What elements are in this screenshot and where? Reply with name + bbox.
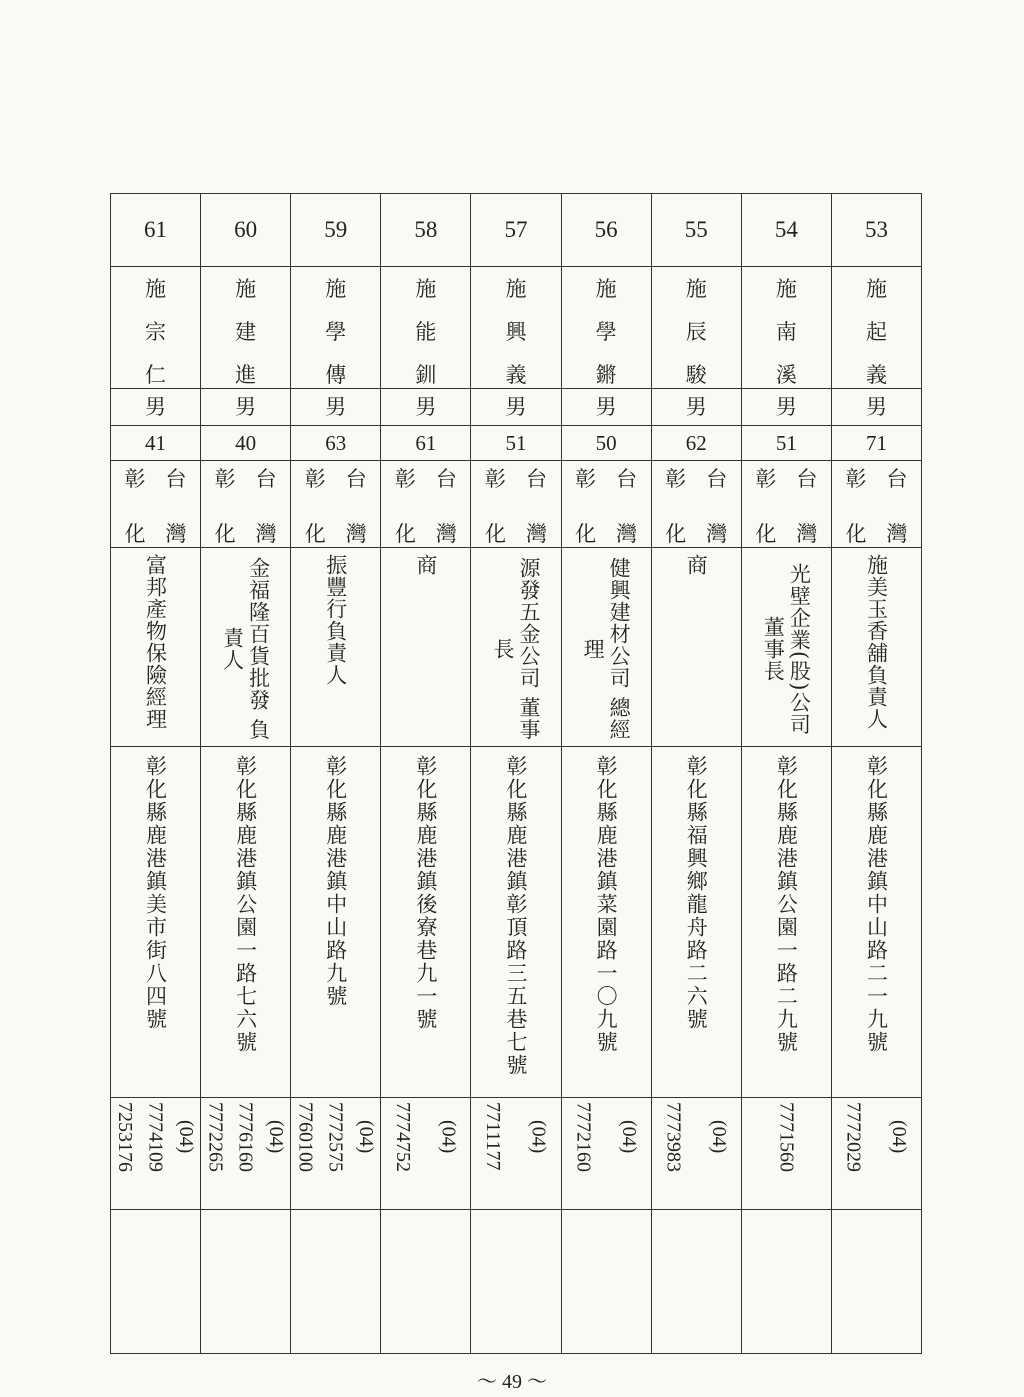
native-region [616,469,637,545]
native-char: 台 [525,467,547,491]
person-name [111,267,200,386]
entry-number: 53 [864,217,888,242]
name-char: 溪 [775,363,797,387]
entry-number: 59 [324,217,348,242]
occupation-cell [381,548,471,747]
address-cell [201,747,291,1098]
name-char: 施 [775,277,797,301]
sex-value: 男 [505,395,527,419]
native-place [832,461,921,545]
remarks-cell [381,1210,471,1354]
address-cell [741,747,831,1098]
name-char: 進 [235,363,257,387]
native-char: 灣 [706,522,728,546]
name-cell [471,267,561,389]
native-char: 台 [255,467,277,491]
entry-number: 58 [414,217,438,242]
telephone-group [111,1098,200,1172]
address-cell [831,747,921,1098]
name-cell [831,267,921,389]
entry-number: 60 [234,217,258,242]
native-place-cell [741,461,831,548]
age-value: 50 [595,431,617,455]
telephone-number: (04) [174,1120,197,1154]
number-cell [291,194,381,267]
native-place-cell [561,461,651,548]
address-cell [651,747,741,1098]
age-cell [831,426,921,461]
native-char: 灣 [255,522,277,546]
sex-cell [471,389,561,426]
sex-value: 男 [865,395,887,419]
occupation: 金福隆百貨批發 負責人 [220,557,271,741]
telephone-cell [381,1098,471,1210]
address: 彰化縣鹿港鎮中山路九號 [323,755,348,1008]
name-char: 仁 [145,363,167,387]
telephone-group [381,1098,470,1172]
telephone-number: 7771560 [775,1102,798,1172]
occupation: 健興建材公司 總經理 [581,557,632,741]
native-char: 台 [345,467,367,491]
age-cell [201,426,291,461]
occupation: 源發五金公司 董事長 [490,557,541,741]
age-value: 51 [775,431,797,455]
age-cell [561,426,651,461]
native-char: 彰 [845,467,867,491]
native-place [652,461,741,545]
telephone-number: 7772575 [324,1102,347,1172]
name-char: 施 [235,277,257,301]
name-char: 施 [415,277,437,301]
native-char: 灣 [165,522,187,546]
age-value: 62 [685,431,707,455]
native-char: 台 [796,467,818,491]
age-cell [291,426,381,461]
entry-number: 56 [594,217,618,242]
sex-cell [291,389,381,426]
native-char: 化 [575,522,597,546]
native-char: 灣 [796,522,818,546]
native-char: 台 [435,467,457,491]
remarks-row [111,1210,922,1354]
remarks-cell [561,1210,651,1354]
occupation-cell [111,548,201,747]
name-char: 學 [595,320,617,344]
native-char: 化 [124,522,146,546]
name-row [111,267,922,389]
native-char: 彰 [214,467,236,491]
native-region [436,469,457,545]
name-char: 施 [865,277,887,301]
name-char: 施 [145,277,167,301]
telephone-number: 7772265 [204,1102,227,1172]
native-char: 化 [394,522,416,546]
occupation-cell [471,548,561,747]
age-value: 63 [325,431,347,455]
telephone-number: 7760100 [294,1102,317,1172]
number-cell [201,194,291,267]
telephone-group [562,1098,651,1172]
remarks-cell [741,1210,831,1354]
native-county [395,469,416,545]
name-char: 義 [865,363,887,387]
number-cell [741,194,831,267]
name-char: 施 [325,277,347,301]
native-place-cell [381,461,471,548]
occupation: 施美玉香舖負責人 [864,554,889,730]
sex-cell [381,389,471,426]
telephone-group [652,1098,741,1172]
telephone-number: 7773983 [662,1102,685,1172]
name-char: 宗 [145,320,167,344]
occupation: 商 [684,554,709,576]
remarks-cell [201,1210,291,1354]
telephone-cell [291,1098,381,1210]
address: 彰化縣鹿港鎮菜園路一〇九號 [594,755,619,1054]
native-char: 灣 [435,522,457,546]
name-char: 施 [505,277,527,301]
telephone-number: 7711177 [482,1102,505,1171]
telephone-number: (04) [437,1120,460,1154]
name-cell [651,267,741,389]
person-name [652,267,741,386]
occupation-cell [651,548,741,747]
number-cell [651,194,741,267]
native-county [665,469,686,545]
address: 彰化縣福興鄉龍舟路二六號 [684,755,709,1031]
address: 彰化縣鹿港鎮後寮巷九一號 [413,755,438,1031]
telephone-number: 7772160 [572,1102,595,1172]
age-value: 71 [865,431,887,455]
telephone-number: 7774752 [392,1102,415,1172]
sex-value: 男 [775,395,797,419]
remarks-cell [471,1210,561,1354]
address-cell [561,747,651,1098]
native-county [575,469,596,545]
native-char: 灣 [525,522,547,546]
native-region [526,469,547,545]
occupation: 商 [413,554,438,576]
address: 彰化縣鹿港鎮彰頂路三五巷七號 [503,755,528,1077]
native-region [256,469,277,545]
page-number: ～ 49 ～ [477,1371,547,1393]
native-place-cell [651,461,741,548]
native-char: 彰 [304,467,326,491]
age-value: 51 [505,431,527,455]
native-place [291,461,380,545]
sex-value: 男 [415,395,437,419]
sex-value: 男 [325,395,347,419]
address: 彰化縣鹿港鎮公園一路七六號 [233,755,258,1054]
number-cell [111,194,201,267]
telephone-cell [471,1098,561,1210]
age-cell [381,426,471,461]
native-county [125,469,146,545]
age-value: 61 [415,431,437,455]
address: 彰化縣鹿港鎮中山路二一九號 [864,755,889,1054]
native-place [562,461,651,545]
name-char: 傳 [325,363,347,387]
native-county [485,469,506,545]
name-cell [561,267,651,389]
sex-cell [201,389,291,426]
telephone-cell [111,1098,201,1210]
sex-cell [651,389,741,426]
native-char: 化 [484,522,506,546]
occupation-cell [561,548,651,747]
number-row [111,194,922,267]
name-char: 南 [775,320,797,344]
native-place-cell [831,461,921,548]
remarks-cell [111,1210,201,1354]
remarks-cell [831,1210,921,1354]
telephone-cell [561,1098,651,1210]
native-char: 化 [214,522,236,546]
name-char: 釧 [415,363,437,387]
address-cell [111,747,201,1098]
native-place-cell [201,461,291,548]
native-char: 台 [165,467,187,491]
telephone-number: (04) [355,1120,378,1154]
native-char: 化 [845,522,867,546]
telephone-group [471,1098,560,1171]
native-place [381,461,470,545]
native-region [706,469,727,545]
native-char: 台 [886,467,908,491]
name-char: 辰 [685,320,707,344]
number-cell [381,194,471,267]
age-cell [471,426,561,461]
telephone-cell [651,1098,741,1210]
telephone-group [291,1098,380,1172]
telephone-group [742,1098,831,1172]
name-char: 建 [235,320,257,344]
native-place [201,461,290,545]
name-char: 鏘 [595,363,617,387]
age-cell [741,426,831,461]
name-char: 學 [325,320,347,344]
native-char: 彰 [755,467,777,491]
native-county [845,469,866,545]
native-place-cell [111,461,201,548]
native-char: 化 [755,522,777,546]
native-county [215,469,236,545]
occupation-cell [201,548,291,747]
occupation-cell [831,548,921,747]
address-cell [471,747,561,1098]
address-cell [291,747,381,1098]
sex-cell [831,389,921,426]
native-char: 彰 [394,467,416,491]
native-char: 灣 [886,522,908,546]
telephone-cell [831,1098,921,1210]
native-char: 灣 [616,522,638,546]
name-cell [741,267,831,389]
name-char: 施 [685,277,707,301]
name-char: 義 [505,363,527,387]
age-row [111,426,922,461]
telephone-number: 7253176 [114,1102,137,1172]
telephone-group [201,1098,290,1172]
name-char: 駿 [685,363,707,387]
native-place [111,461,200,545]
telephone-number: (04) [888,1120,911,1154]
person-name [291,267,380,386]
number-cell [831,194,921,267]
native-place-cell [471,461,561,548]
native-char: 彰 [575,467,597,491]
remarks-cell [651,1210,741,1354]
occupation-cell [741,548,831,747]
telephone-number: (04) [527,1119,550,1153]
age-value: 41 [145,431,167,455]
native-region [886,469,907,545]
telephone-number: (04) [707,1120,730,1154]
native-char: 彰 [124,467,146,491]
native-county [755,469,776,545]
occupation: 富邦產物保險經理 [143,554,168,730]
native-char: 台 [706,467,728,491]
person-name [832,267,921,386]
telephone-cell [201,1098,291,1210]
native-char: 台 [616,467,638,491]
telephone-cell [741,1098,831,1210]
native-char: 彰 [484,467,506,491]
person-name [381,267,470,386]
number-cell [471,194,561,267]
sex-cell [561,389,651,426]
native-char: 灣 [345,522,367,546]
sex-cell [741,389,831,426]
entry-number: 61 [144,217,168,242]
age-value: 40 [235,431,257,455]
name-cell [381,267,471,389]
native-char: 彰 [665,467,687,491]
name-char: 興 [505,320,527,344]
number-cell [561,194,651,267]
address: 彰化縣鹿港鎮美市街八四號 [143,755,168,1031]
name-char: 起 [865,320,887,344]
native-char: 化 [665,522,687,546]
name-cell [291,267,381,389]
name-char: 施 [595,277,617,301]
telephone-number: 7776160 [234,1102,257,1172]
native-place-row [111,461,922,548]
age-cell [111,426,201,461]
native-region [796,469,817,545]
name-cell [111,267,201,389]
age-cell [651,426,741,461]
address-row [111,747,922,1098]
native-county [305,469,326,545]
address-cell [381,747,471,1098]
person-name [201,267,290,386]
telephone-number: 7772029 [842,1102,865,1172]
telephone-group [832,1098,921,1172]
occupation-cell [291,548,381,747]
entry-number: 57 [504,217,528,242]
person-name [562,267,651,386]
entry-number: 55 [684,217,708,242]
sex-value: 男 [235,395,257,419]
roster-table [110,193,922,1354]
telephone-number: (04) [617,1120,640,1154]
native-place-cell [291,461,381,548]
native-place [742,461,831,545]
native-char: 化 [304,522,326,546]
sex-value: 男 [145,395,167,419]
sex-value: 男 [595,395,617,419]
sex-row [111,389,922,426]
sex-cell [111,389,201,426]
telephone-number: (04) [264,1120,287,1154]
telephone-number: 7774109 [144,1102,167,1172]
occupation-row [111,548,922,747]
person-name [742,267,831,386]
remarks-cell [291,1210,381,1354]
native-place [471,461,560,545]
native-region [346,469,367,545]
occupation: 光壁企業(股)公司 董事長 [761,562,812,736]
telephone-row [111,1098,922,1210]
name-cell [201,267,291,389]
occupation: 振豐行負責人 [323,554,348,686]
entry-number: 54 [774,217,798,242]
sex-value: 男 [685,395,707,419]
address: 彰化縣鹿港鎮公園一路二九號 [774,755,799,1054]
person-name [471,267,560,386]
native-region [166,469,187,545]
name-char: 能 [415,320,437,344]
